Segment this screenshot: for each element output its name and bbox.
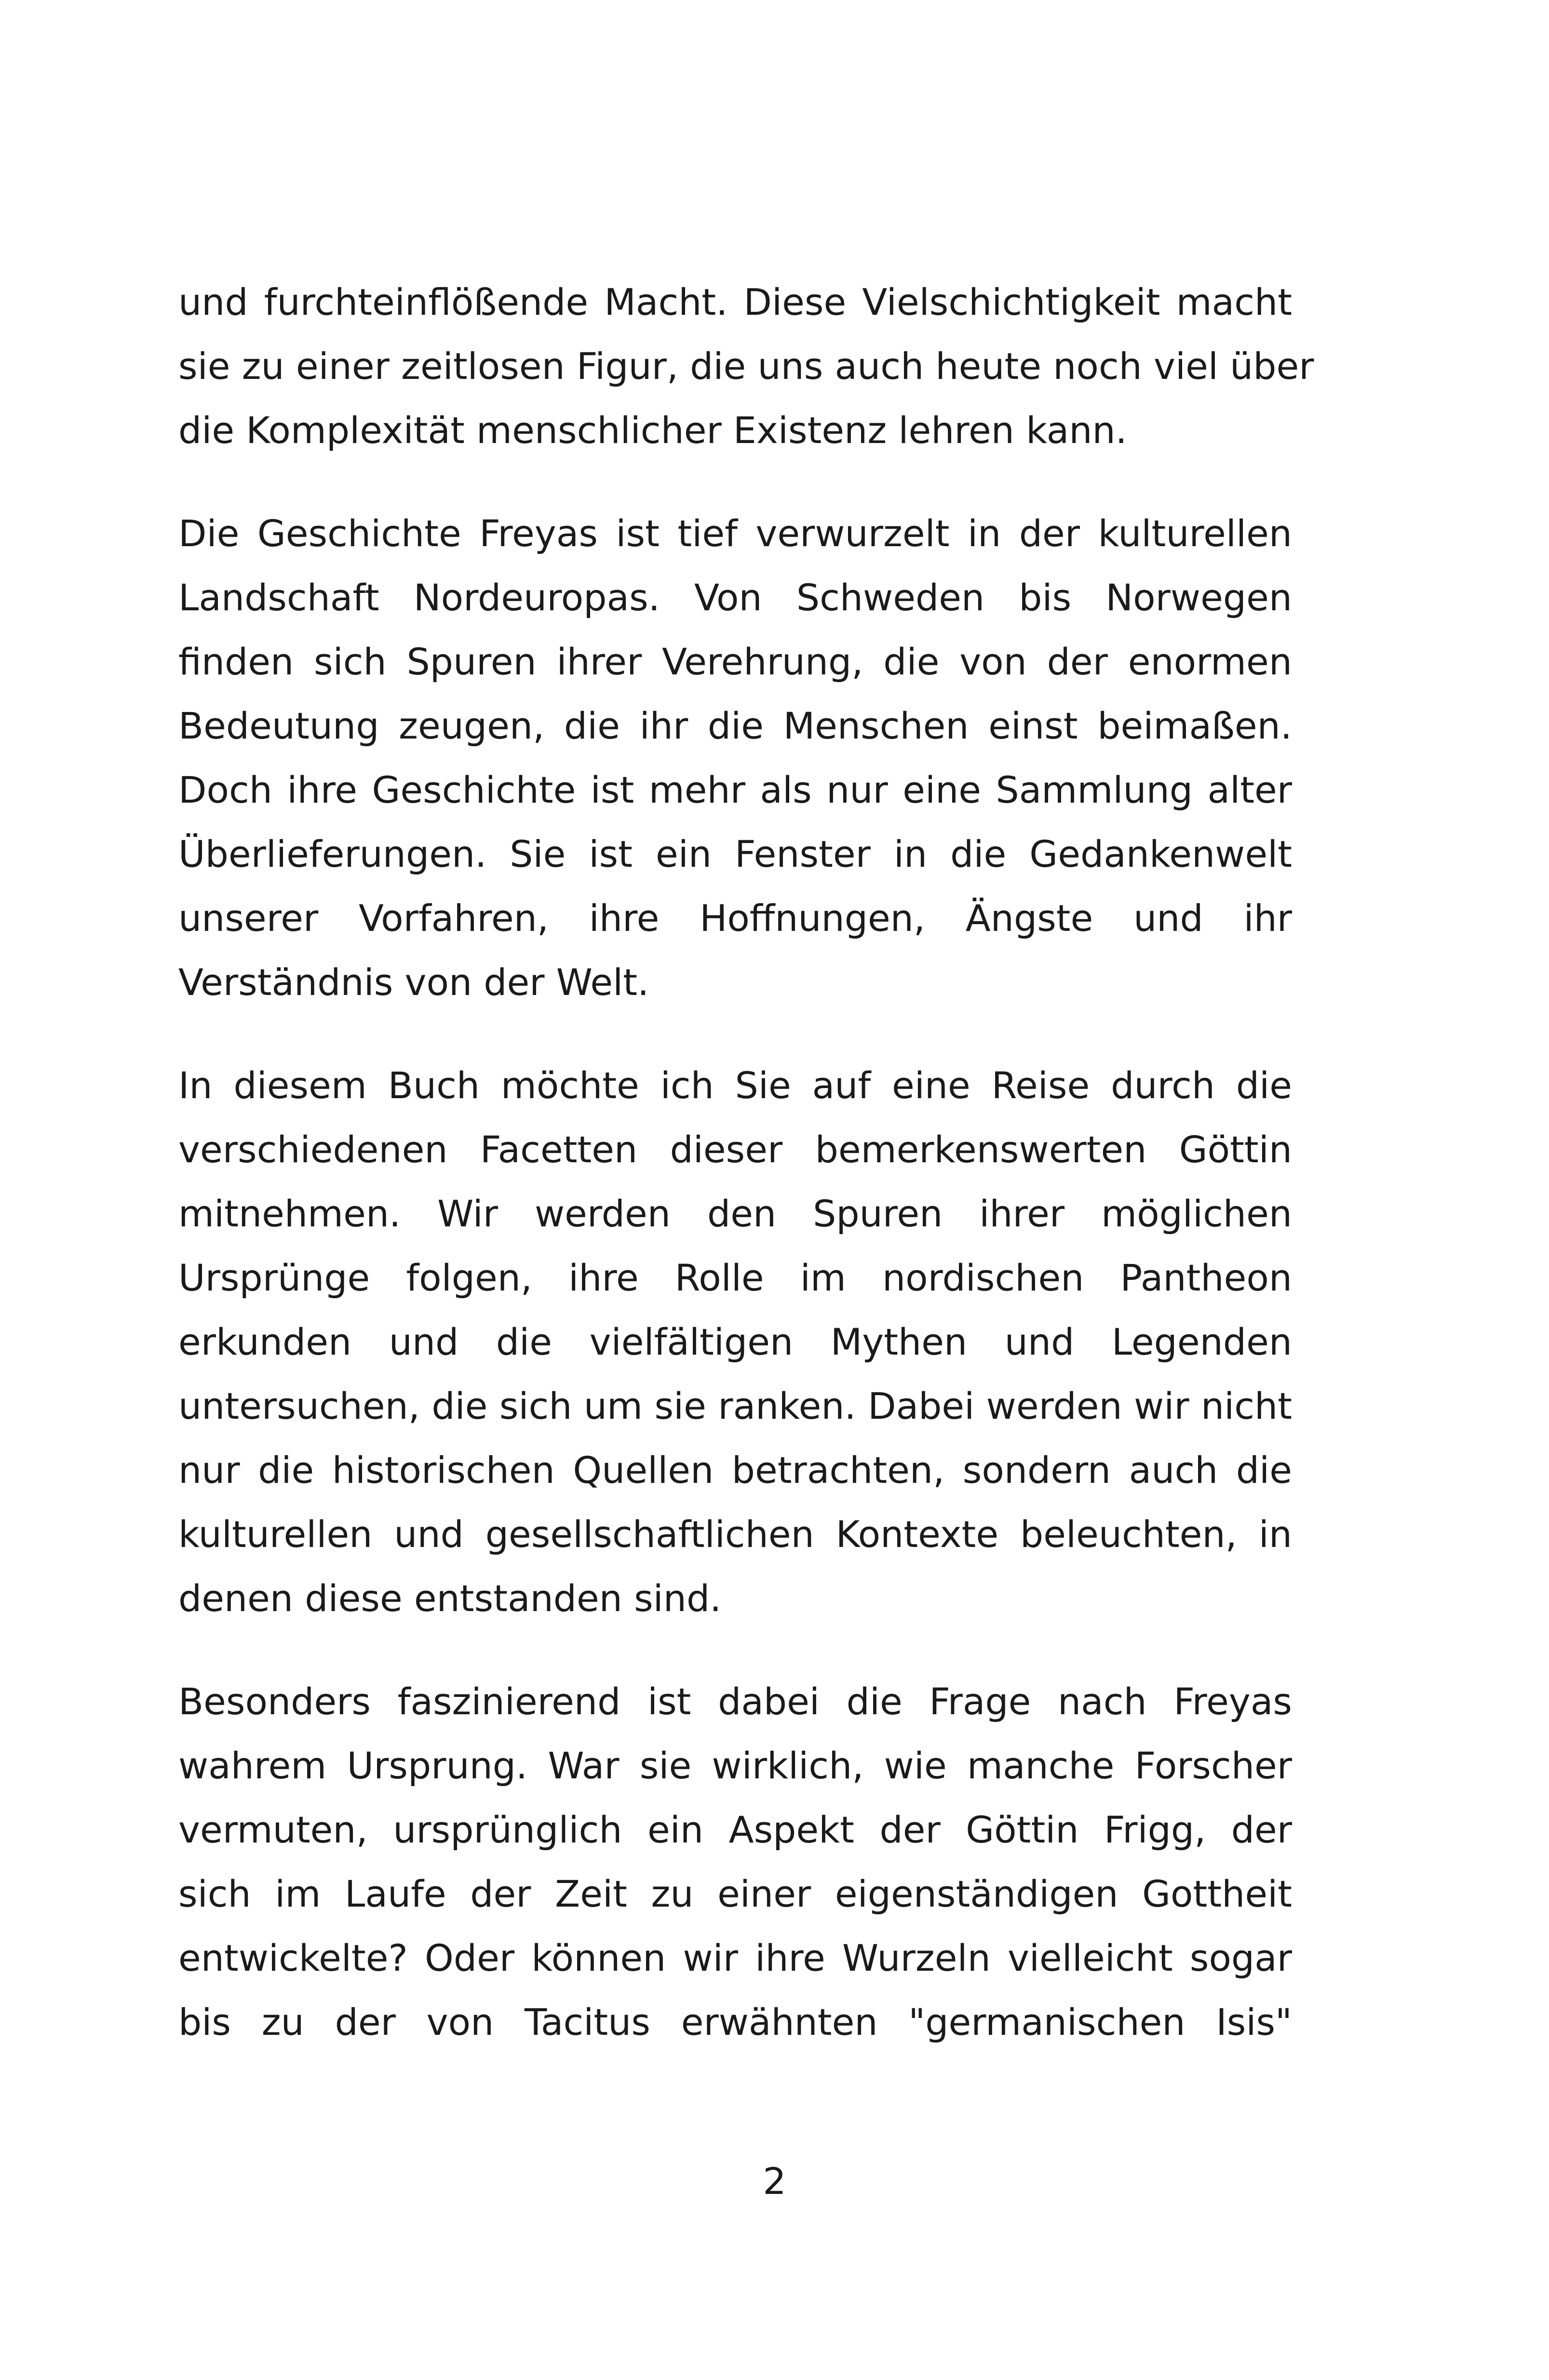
text-line: Verständnis von der Welt. <box>178 961 649 1004</box>
page-number: 2 <box>763 2160 786 2203</box>
text-line: kulturellen und gesellschaftlichen Kontexte beleuchten, in <box>178 1513 1292 1556</box>
text-line: nur die historischen Quellen betrachten, sondern auch die <box>178 1449 1292 1492</box>
text-line: unserer Vorfahren, ihre Hoffnungen, Ängste und ihr <box>178 897 1292 940</box>
text-line: Bedeutung zeugen, die ihr die Menschen einst beimaßen. <box>178 704 1292 747</box>
paragraph-gap <box>178 1014 1292 1053</box>
text-line: vermuten, ursprünglich ein Aspekt der Göttin Frigg, der <box>178 1808 1292 1851</box>
text-line: Die Geschichte Freyas ist tief verwurzelt in der kulturellen <box>178 512 1292 555</box>
text-line: Überlieferungen. Sie ist ein Fenster in die Gedankenwelt <box>178 833 1292 875</box>
body-text <box>178 270 1314 2054</box>
text-line: In diesem Buch möchte ich Sie auf eine Reise durch die <box>178 1064 1292 1107</box>
text-line: sich im Laufe der Zeit zu einer eigenständigen Gottheit <box>178 1872 1292 1915</box>
text-line: erkunden und die vielfältigen Mythen und Legenden <box>178 1320 1292 1363</box>
text-line: finden sich Spuren ihrer Verehrung, die von der enormen <box>178 640 1292 683</box>
text-line: untersuchen, die sich um sie ranken. Dabei werden wir nicht <box>178 1385 1292 1427</box>
text-line: bis zu der von Tacitus erwähnten "germanischen Isis" <box>178 2001 1292 2044</box>
text-line: Landschaft Nordeuropas. Von Schweden bis Norwegen <box>178 576 1292 619</box>
text-line: denen diese entstanden sind. <box>178 1577 722 1620</box>
text-line: sie zu einer zeitlosen Figur, die uns auch heute noch viel über <box>178 345 1314 388</box>
text-line: Ursprünge folgen, ihre Rolle im nordischen Pantheon <box>178 1256 1292 1299</box>
text-line: und furchteinflößende Macht. Diese Vielschichtigkeit macht <box>178 281 1292 323</box>
text-line: entwickelte? Oder können wir ihre Wurzeln vielleicht sogar <box>178 1936 1292 1979</box>
text-line: Doch ihre Geschichte ist mehr als nur eine Sammlung alter <box>178 768 1292 811</box>
paragraph <box>178 270 1314 462</box>
paragraph-gap <box>178 1630 1292 1669</box>
text-line: die Komplexität menschlicher Existenz lehren kann. <box>178 409 1127 452</box>
paragraph <box>178 501 1292 1014</box>
text-line: Besonders faszinierend ist dabei die Frage nach Freyas <box>178 1680 1292 1723</box>
text-line: mitnehmen. Wir werden den Spuren ihrer möglichen <box>178 1192 1292 1235</box>
paragraph <box>178 1053 1292 1630</box>
text-line: verschiedenen Facetten dieser bemerkenswerten Göttin <box>178 1128 1292 1171</box>
paragraph-gap <box>178 462 1292 501</box>
paragraph <box>178 1669 1292 2054</box>
text-line: wahrem Ursprung. War sie wirklich, wie manche Forscher <box>178 1744 1292 1787</box>
